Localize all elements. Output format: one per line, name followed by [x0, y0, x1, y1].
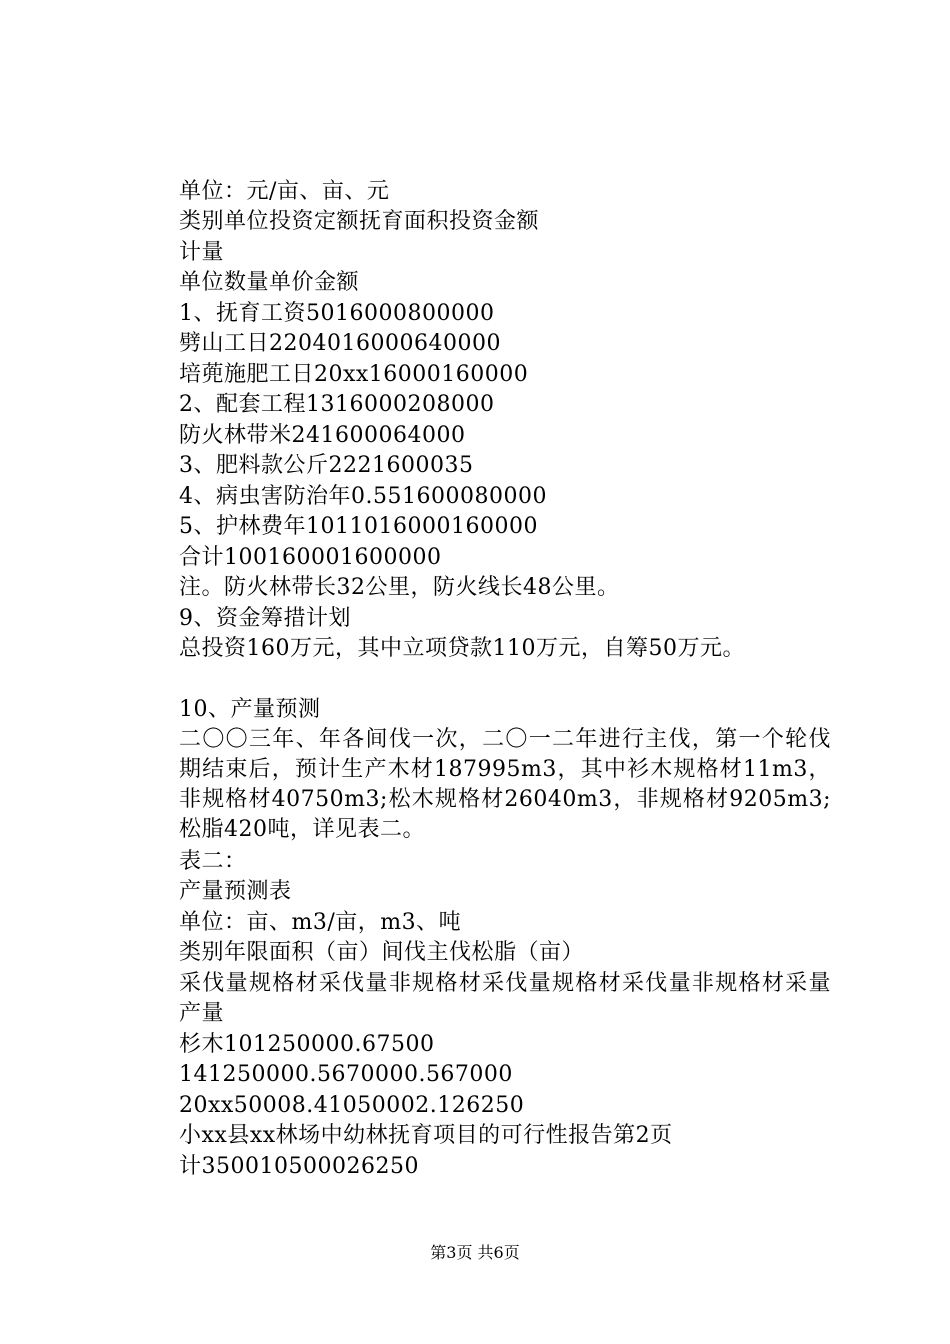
table-row: 2、配套工程1316000208000 — [179, 392, 495, 417]
table-row: 培蔸施肥工日20xx16000160000 — [179, 362, 529, 387]
table-row: 劈山工日2204016000640000 — [179, 331, 501, 356]
body-text: 总投资160万元，其中立项贷款110万元，自筹50万元。 — [179, 636, 745, 661]
section-heading: 10、产量预测 — [179, 697, 321, 722]
body-paragraph: 二〇〇三年、年各间伐一次，二〇一二年进行主伐，第一个轮伐期结束后，预计生产木材187995m3，其中衫木规格材11m3，非规格材40750m3;松木规格材26040m3，非规格材9205m3;松脂420吨，详见表二。 — [179, 727, 831, 842]
note-line: 注。防火林带长32公里，防火线长48公里。 — [179, 575, 620, 600]
table-total-row: 合计100160001600000 — [179, 545, 442, 570]
table-total-row: 计350010500026250 — [179, 1154, 419, 1179]
table-row: 防火林带米241600064000 — [179, 423, 466, 448]
table-row: 3、肥料款公斤2221600035 — [179, 453, 474, 478]
table-row: 4、病虫害防治年0.551600080000 — [179, 484, 547, 509]
table-header-line: 单位数量单价金额 — [179, 270, 360, 295]
unit-line: 单位：亩、m3/亩，m3、吨 — [179, 910, 462, 935]
table-row: 杉木101250000.67500 — [179, 1032, 435, 1057]
report-reference-line: 小xx县xx林场中幼林抚育项目的可行性报告第2页 — [179, 1123, 673, 1148]
table-title: 产量预测表 — [179, 879, 292, 904]
table-caption: 表二： — [179, 849, 247, 874]
table-header-line: 类别单位投资定额抚育面积投资金额 — [179, 209, 540, 234]
table-row: 1、抚育工资5016000800000 — [179, 301, 495, 326]
table-row: 5、护林费年1011016000160000 — [179, 514, 538, 539]
unit-line: 单位：元/亩、亩、元 — [179, 179, 390, 204]
section-heading: 9、资金筹措计划 — [179, 606, 351, 631]
table-header-paragraph: 采伐量规格材采伐量非规格材采伐量规格材采伐量非规格材采量产量 — [179, 971, 831, 1026]
table-header-line: 计量 — [179, 240, 225, 265]
table-row: 141250000.5670000.567000 — [179, 1062, 513, 1087]
table-header-line: 类别年限面积（亩）间伐主伐松脂（亩） — [179, 940, 585, 965]
table-row: 20xx50008.41050002.126250 — [179, 1093, 525, 1118]
page-footer: 第3页 共6页 — [430, 1243, 520, 1262]
